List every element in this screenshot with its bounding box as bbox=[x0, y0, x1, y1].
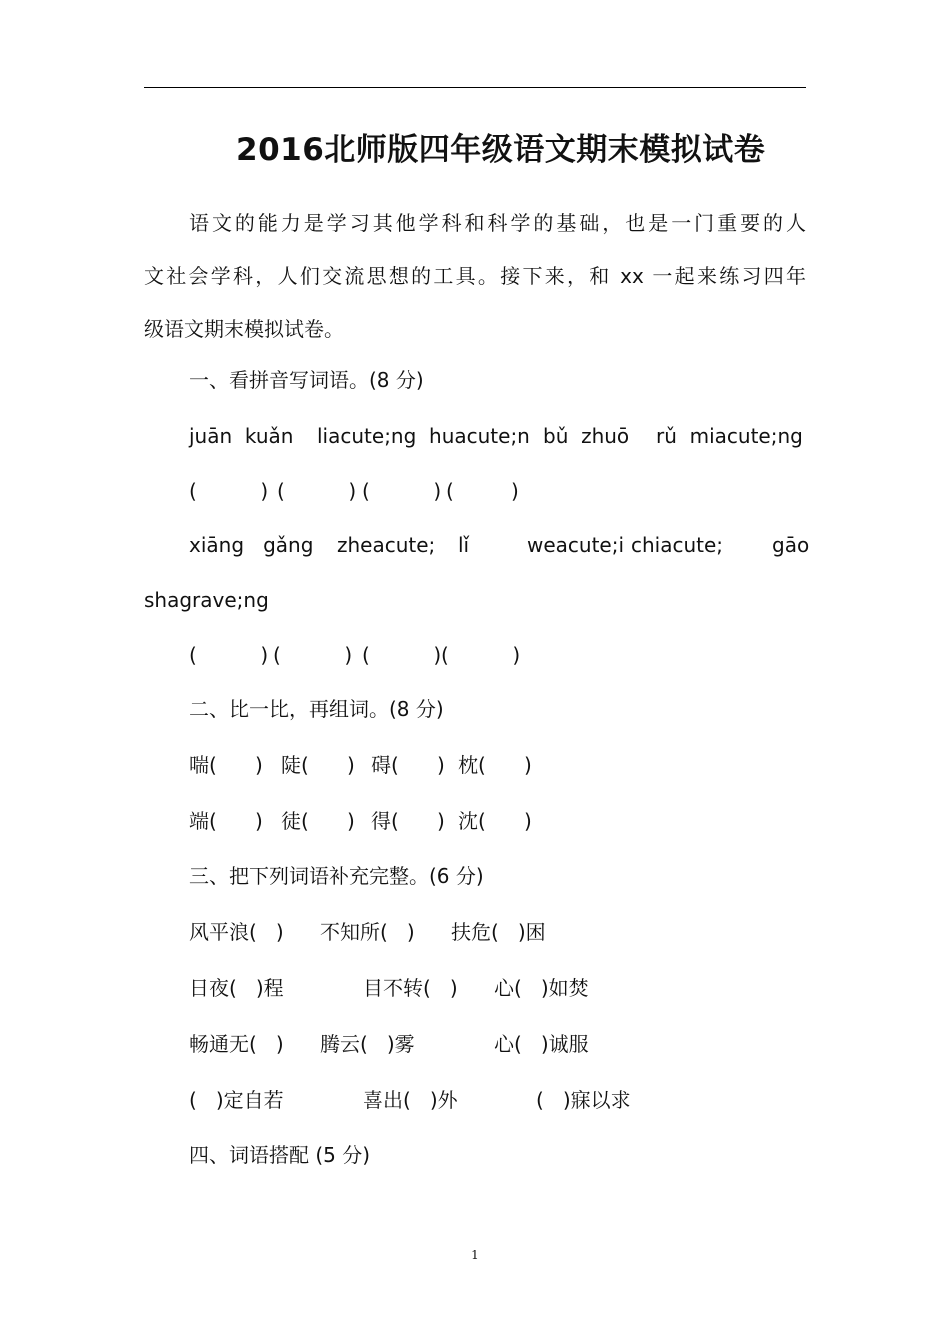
idiom-item: 喜出( )外 bbox=[363, 1088, 458, 1112]
compare-item: 端( ) bbox=[189, 809, 263, 833]
pinyin-item: xiāng gǎng bbox=[189, 533, 314, 557]
compare-item: 沈( ) bbox=[458, 809, 532, 833]
intro-line-2: 文社会学科，人们交流思想的工具。接下来，和 xx 一起来练习四年 bbox=[144, 264, 806, 288]
page-title: 2016北师版四年级语文期末模拟试卷 bbox=[236, 132, 766, 168]
idiom-item: 畅通无( ) bbox=[189, 1032, 284, 1056]
answer-blank: ( ) bbox=[277, 479, 357, 503]
idiom-item: ( )寐以求 bbox=[536, 1088, 631, 1112]
compare-item: 喘( ) bbox=[189, 753, 263, 777]
pinyin-item: gāo bbox=[772, 533, 810, 557]
section-2-row-1 bbox=[0, 751, 950, 779]
idiom-item: 腾云( )雾 bbox=[320, 1032, 415, 1056]
section-3-heading: 三、把下列词语补充完整。(6 分) bbox=[189, 864, 484, 888]
section-3-row-3 bbox=[0, 1030, 950, 1058]
answer-blank: ( ) bbox=[441, 643, 521, 667]
answer-blank: ( ) bbox=[273, 643, 353, 667]
section-1-heading: 一、看拼音写词语。(8 分) bbox=[189, 368, 424, 392]
section-1-blank-row-2 bbox=[0, 641, 950, 669]
compare-item: 得( ) bbox=[371, 809, 445, 833]
compare-item: 徒( ) bbox=[281, 809, 355, 833]
idiom-item: 目不转( ) bbox=[363, 976, 458, 1000]
idiom-item: 心( )如焚 bbox=[494, 976, 589, 1000]
answer-blank: ( ) bbox=[189, 479, 269, 503]
idiom-item: 风平浪( ) bbox=[189, 920, 284, 944]
idiom-item: 心( )诚服 bbox=[494, 1032, 589, 1056]
answer-blank: ( ) bbox=[446, 479, 519, 503]
idiom-item: 不知所( ) bbox=[320, 920, 415, 944]
page-number: 1 bbox=[471, 1248, 479, 1262]
compare-item: 碍( ) bbox=[371, 753, 445, 777]
compare-item: 枕( ) bbox=[458, 753, 532, 777]
idiom-item: ( )定自若 bbox=[189, 1088, 284, 1112]
section-3-row-2 bbox=[0, 974, 950, 1002]
section-1-pinyin-row-1 bbox=[0, 422, 950, 450]
section-1-pinyin-wrap: shagrave;ng bbox=[144, 588, 269, 612]
answer-blank: ( ) bbox=[362, 643, 442, 667]
answer-blank: ( ) bbox=[189, 643, 269, 667]
section-4-heading: 四、词语搭配 (5 分) bbox=[189, 1143, 371, 1167]
answer-blank: ( ) bbox=[362, 479, 442, 503]
section-1-pinyin-row-2 bbox=[0, 531, 950, 559]
section-3-row-4 bbox=[0, 1086, 950, 1114]
section-2-row-2 bbox=[0, 807, 950, 835]
intro-line-1: 语文的能力是学习其他学科和科学的基础，也是一门重要的人 bbox=[189, 211, 806, 235]
compare-item: 陡( ) bbox=[281, 753, 355, 777]
pinyin-item: rǔ miacute;ng bbox=[656, 424, 803, 448]
intro-line-3: 级语文期末模拟试卷。 bbox=[144, 317, 344, 341]
section-1-blank-row-1 bbox=[0, 477, 950, 505]
section-2-heading: 二、比一比，再组词。(8 分) bbox=[189, 697, 444, 721]
pinyin-item: chiacute; bbox=[631, 533, 724, 557]
pinyin-item: lǐ bbox=[458, 533, 470, 557]
pinyin-item: juān kuǎn bbox=[189, 424, 294, 448]
idiom-item: 日夜( )程 bbox=[189, 976, 284, 1000]
pinyin-item: zheacute; bbox=[337, 533, 436, 557]
pinyin-item: bǔ zhuō bbox=[543, 424, 630, 448]
pinyin-item: weacute;i bbox=[527, 533, 625, 557]
pinyin-item: liacute;ng huacute;n bbox=[317, 424, 530, 448]
idiom-item: 扶危( )困 bbox=[451, 920, 546, 944]
section-3-row-1 bbox=[0, 918, 950, 946]
header-rule bbox=[144, 87, 806, 88]
